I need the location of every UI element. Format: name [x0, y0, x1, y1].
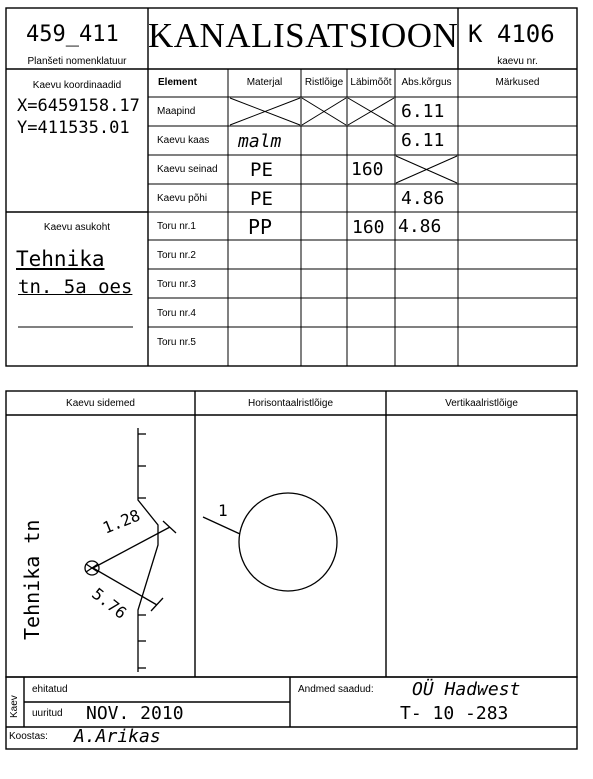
row-abs: 6.11 — [401, 101, 445, 122]
row-element: Toru nr.2 — [157, 250, 196, 261]
planset-code: 459_411 — [26, 22, 119, 47]
street-name: Tehnika tn — [20, 519, 44, 640]
row-element: Kaevu kaas — [157, 135, 210, 146]
kaev-label: Kaev — [9, 695, 20, 718]
form-title: KANALISATSIOON — [148, 16, 459, 55]
row-element: Maapind — [157, 106, 196, 117]
col-header-element: Element — [158, 77, 197, 88]
distance-2: 5.76 — [88, 584, 131, 623]
row-abs: 6.11 — [401, 130, 445, 151]
row-element: Kaevu põhi — [157, 193, 208, 204]
row-labimoot: 160 — [351, 159, 384, 180]
andmed-line1: OÜ Hadwest — [412, 679, 521, 700]
pipe-number: 1 — [218, 501, 228, 520]
row-materjal: PE — [250, 159, 273, 181]
koostas-value: A.Arikas — [74, 726, 161, 747]
row-abs: 4.86 — [401, 188, 445, 209]
kaevu-number: K 4106 — [468, 20, 555, 48]
location-label: Kaevu asukoht — [43, 222, 111, 233]
row-element: Toru nr.5 — [157, 337, 196, 348]
panel-label-vertikaal: Vertikaalristlõige — [445, 398, 518, 409]
andmed-line2: T- 10 -283 — [400, 703, 509, 724]
andmed-label: Andmed saadud: — [298, 684, 374, 695]
coord-y: Y=411535.01 — [17, 118, 130, 138]
row-element: Toru nr.4 — [157, 308, 196, 319]
row-element: Kaevu seinad — [157, 164, 218, 175]
planset-label: Planšeti nomenklatuur — [27, 56, 127, 67]
row-materjal: PE — [250, 188, 273, 210]
row-element: Toru nr.3 — [157, 279, 196, 290]
kaevu-number-label: kaevu nr. — [497, 56, 538, 67]
coord-x: X=6459158.17 — [17, 96, 140, 116]
uuritud-value: NOV. 2010 — [86, 703, 184, 724]
col-header-labimoot: Läbimõõt — [350, 77, 392, 88]
panel-label-horisontaal: Horisontaalristlõige — [247, 398, 334, 409]
col-header-materjal: Materjal — [246, 77, 283, 88]
col-header-abs: Abs.kõrgus — [401, 77, 452, 88]
col-header-markused: Märkused — [495, 77, 540, 88]
row-element: Toru nr.1 — [157, 221, 196, 232]
koostas-label: Koostas: — [9, 731, 48, 742]
distance-1: 1.28 — [100, 505, 143, 538]
coords-label: Kaevu koordinaadid — [32, 80, 122, 91]
ehitatud-label: ehitatud — [32, 684, 68, 695]
uuritud-label: uuritud — [32, 708, 63, 719]
panel-label-sidemed: Kaevu sidemed — [66, 398, 135, 409]
col-header-ristloige: Ristlõige — [304, 77, 344, 88]
row-abs: 4.86 — [398, 216, 442, 237]
row-materjal: malm — [238, 131, 282, 152]
location-line1: Tehnika — [16, 247, 105, 271]
row-materjal: PP — [248, 215, 273, 239]
location-line2: tn. 5a oes — [18, 276, 133, 298]
row-labimoot: 160 — [352, 217, 385, 238]
